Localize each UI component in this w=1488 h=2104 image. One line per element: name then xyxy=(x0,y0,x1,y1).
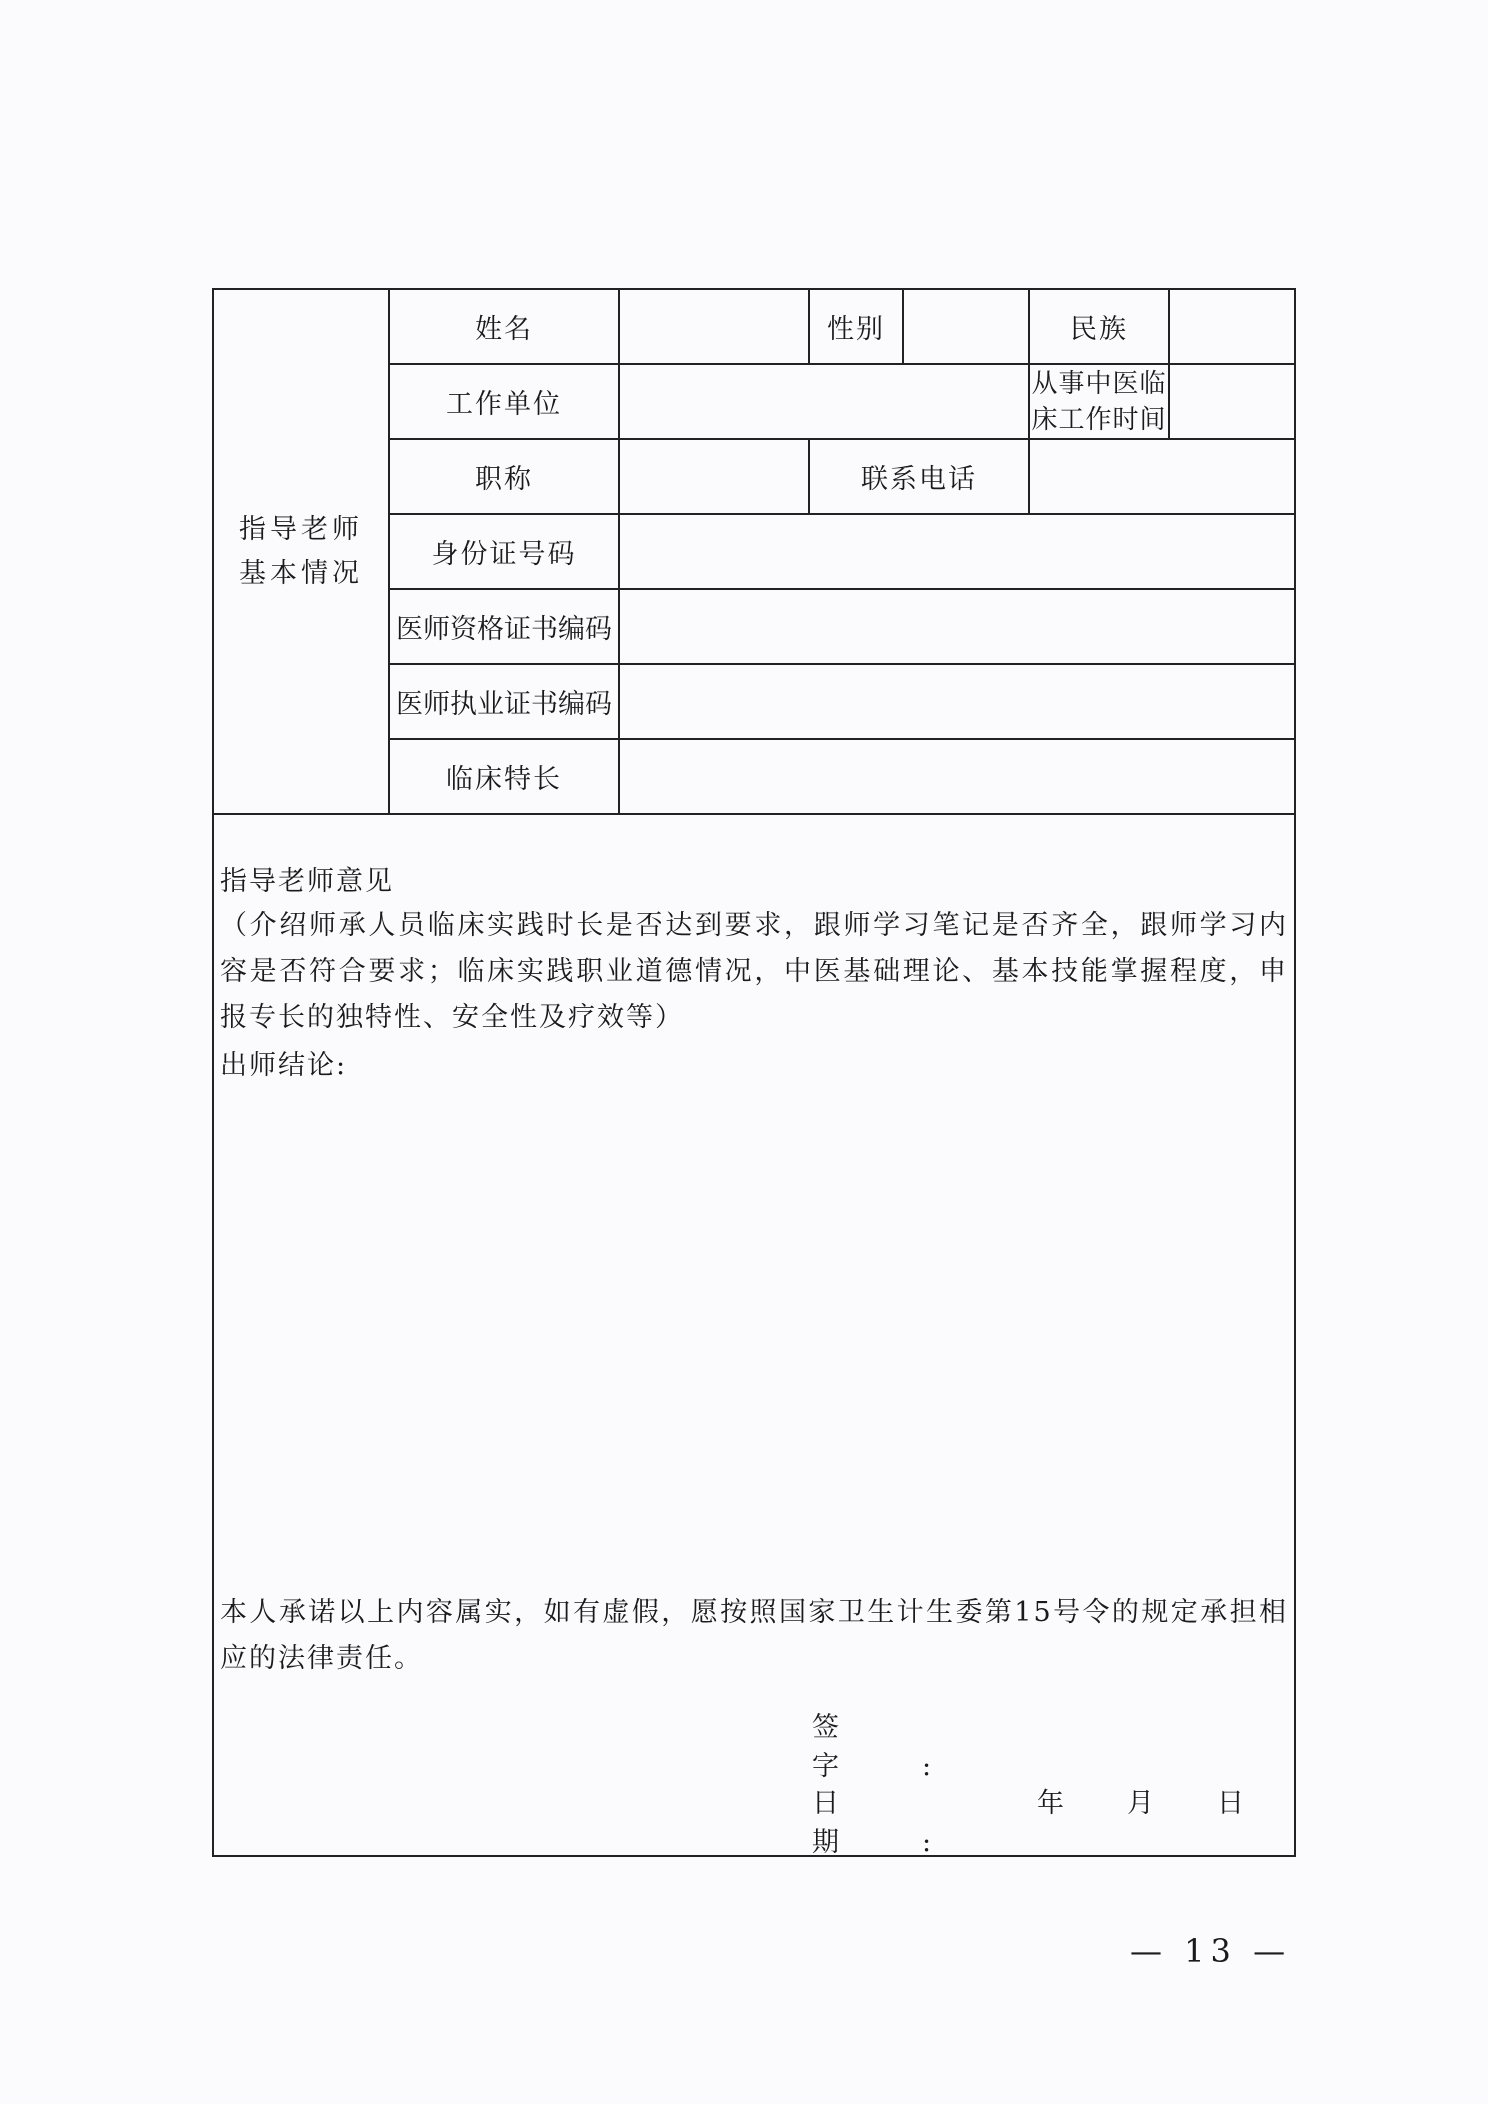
month-label: 月 xyxy=(1127,1788,1156,1819)
mentor-basic-info-label xyxy=(213,289,389,814)
ethnicity-field[interactable] xyxy=(1169,289,1295,364)
clinical-specialty-field[interactable] xyxy=(619,739,1295,814)
pledge-statement: 本人承诺以上内容属实，如有虚假，愿按照国家卫生计生委第15号令的规定承担相应的法律责任。 xyxy=(220,1597,1288,1674)
opinion-heading: 指导老师意见 xyxy=(220,866,394,897)
section-label-line1: 指导老师 xyxy=(239,513,363,545)
date-label: 日期 xyxy=(812,1788,891,1856)
section-label-line2: 基本情况 xyxy=(239,557,363,589)
opinion-content xyxy=(220,815,1288,1855)
name-label: 姓名 xyxy=(389,289,619,364)
qualification-cert-label: 医师资格证书编码 xyxy=(389,589,619,664)
phone-field[interactable] xyxy=(1029,439,1295,514)
mentor-info-form xyxy=(212,288,1296,1857)
date-row xyxy=(812,1781,1292,1856)
clinical-time-label-line1: 从事中医临 xyxy=(1031,368,1167,399)
opinion-note: （介绍师承人员临床实践时长是否达到要求，跟师学习笔记是否齐全，跟师学习内容是否符合要求；临床实践职业道德情况，中医基础理论、基本技能掌握程度，申报专长的独特性、安全性及疗效等） xyxy=(220,910,1288,1033)
date-colon: : xyxy=(922,1827,934,1856)
signature-colon: : xyxy=(922,1751,934,1782)
gender-label: 性别 xyxy=(809,289,903,364)
qualification-cert-field[interactable] xyxy=(619,589,1295,664)
ethnicity-label: 民族 xyxy=(1029,289,1169,364)
day-label: 日 xyxy=(1217,1788,1246,1819)
clinical-specialty-label: 临床特长 xyxy=(389,739,619,814)
clinical-time-label xyxy=(1029,364,1169,439)
page-number: — 13 — xyxy=(1130,1932,1292,1970)
year-label: 年 xyxy=(1037,1788,1066,1819)
practice-cert-label: 医师执业证书编码 xyxy=(389,664,619,739)
work-unit-field[interactable] xyxy=(619,364,1029,439)
id-number-label: 身份证号码 xyxy=(389,514,619,589)
name-field[interactable] xyxy=(619,289,809,364)
work-unit-label: 工作单位 xyxy=(389,364,619,439)
phone-label: 联系电话 xyxy=(809,439,1029,514)
signature-row xyxy=(812,1705,933,1783)
id-number-field[interactable] xyxy=(619,514,1295,589)
conclusion-label: 出师结论: xyxy=(220,1050,348,1081)
signature-label: 签字 xyxy=(812,1712,891,1782)
practice-cert-field[interactable] xyxy=(619,664,1295,739)
title-label: 职称 xyxy=(389,439,619,514)
gender-field[interactable] xyxy=(903,289,1029,364)
title-field[interactable] xyxy=(619,439,809,514)
clinical-time-label-line2: 床工作时间 xyxy=(1031,404,1167,435)
mentor-opinion-cell[interactable] xyxy=(213,814,1295,1856)
clinical-time-field[interactable] xyxy=(1169,364,1295,439)
